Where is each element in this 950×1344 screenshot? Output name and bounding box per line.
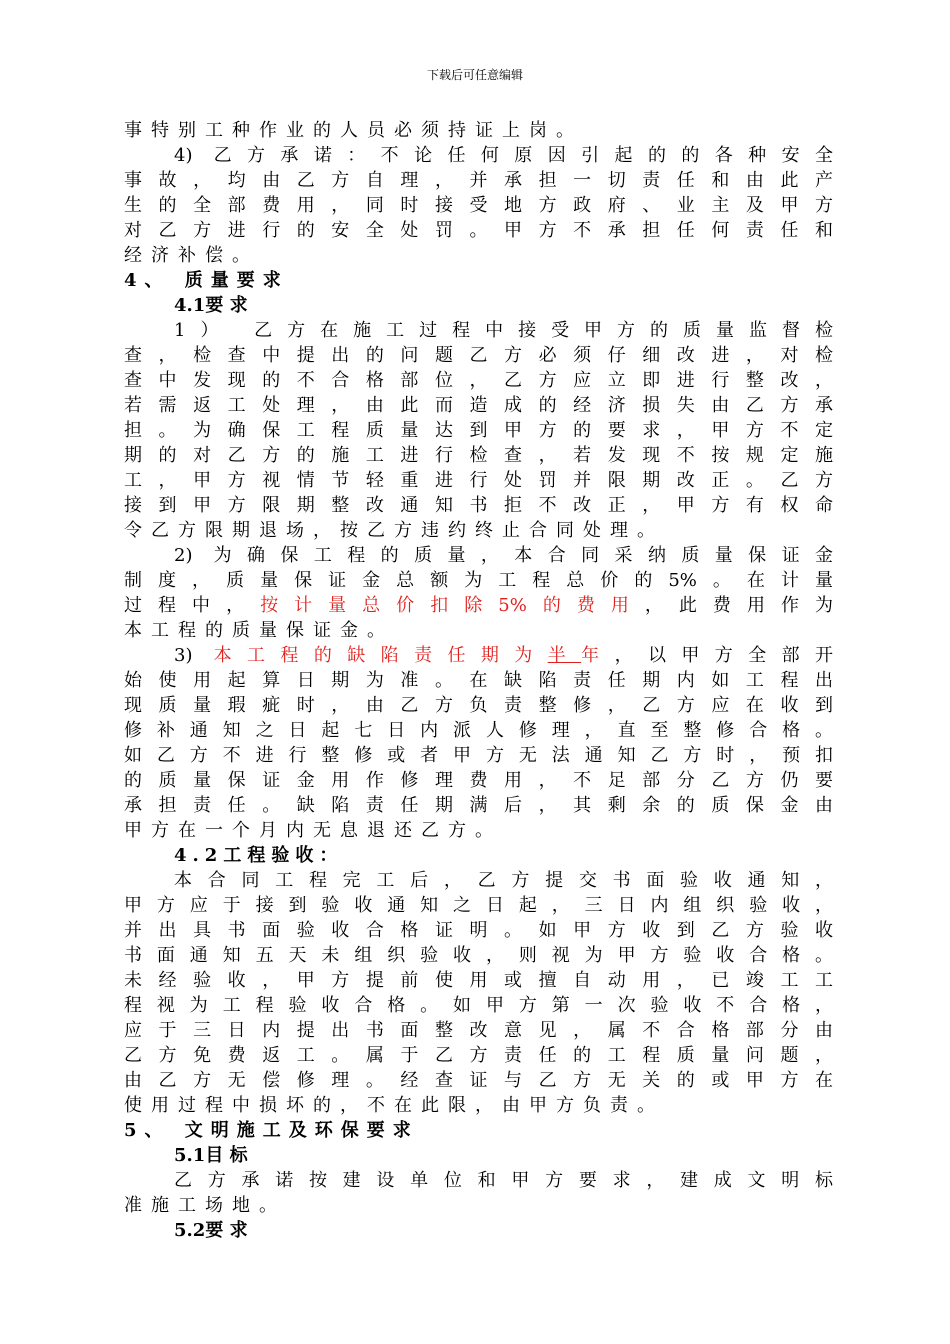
text-segment: 过程中， <box>124 595 261 616</box>
text-line: 担。为确保工程质量达到甲方的要求，甲方不定 <box>124 420 833 441</box>
text-line: 事故，均由乙方自理，并承担一切责任和由此产 <box>124 170 833 191</box>
section-heading: 4、 质量要求 <box>124 270 289 291</box>
subsection-heading: 5.1目 标 <box>174 1145 248 1166</box>
subsection-heading: 4.1要 求 <box>174 295 248 316</box>
text-line: 修补通知之日起七日内派人修理，直至整修合格。 <box>124 720 833 741</box>
highlighted-text: 年 <box>581 645 615 666</box>
text-line: 并出具书面验收合格证明。如甲方收到乙方验收 <box>124 920 833 941</box>
page-header: 下载后可任意编辑 <box>426 68 523 82</box>
text-line: 乙方免费返工。属于乙方责任的工程质量问题， <box>124 1045 833 1066</box>
text-line: 工，甲方视情节轻重进行处罚并限期改正。乙方 <box>124 470 833 491</box>
highlighted-text: 本工程的缺陷责任期为 <box>213 645 548 666</box>
text-line: 制度，质量保证金总额为工程总价的5%。在计量 <box>124 570 833 591</box>
text-line: 如乙方不进行整修或者甲方无法通知乙方时，预扣 <box>124 745 833 766</box>
text-segment: 3) <box>174 645 214 666</box>
text-segment: ，以甲方全部开 <box>614 645 834 666</box>
highlighted-text: 按计量总价扣除5%的费用 <box>260 595 645 616</box>
subsection-heading: 5.2要 求 <box>174 1220 248 1241</box>
text-line: 程视为工程验收合格。如甲方第一次验收不合格， <box>124 995 833 1016</box>
text-line: 准施工场地。 <box>124 1195 286 1216</box>
text-line <box>124 593 833 618</box>
subsection-heading: 4.2工程验收： <box>174 845 344 866</box>
text-line: 1） 乙方在施工过程中接受甲方的质量监督检 <box>174 320 833 341</box>
text-line: 期的对乙方的施工进行检查，若发现不按规定施 <box>124 445 833 466</box>
text-line: 始使用起算日期为准。在缺陷责任期内如工程出 <box>124 670 833 691</box>
text-segment: ，此费用作为 <box>644 595 833 616</box>
text-line: 本合同工程完工后，乙方提交书面验收通知， <box>174 870 833 891</box>
text-line: 2) 为确保工程的质量，本合同采纳质量保证金 <box>174 545 833 566</box>
section-heading: 5、 文明施工及环保要求 <box>124 1120 419 1141</box>
text-line <box>174 643 833 668</box>
text-line: 令乙方限期退场，按乙方违约终止合同处理。 <box>124 520 664 541</box>
text-line: 接到甲方限期整改通知书拒不改正，甲方有权命 <box>124 495 833 516</box>
text-line: 甲方应于接到验收通知之日起，三日内组织验收， <box>124 895 833 916</box>
text-line: 使用过程中损坏的，不在此限，由甲方负责。 <box>124 1095 664 1116</box>
text-line: 承担责任。缺陷责任期满后，其剩余的质保金由 <box>124 795 833 816</box>
text-line: 乙方承诺按建设单位和甲方要求，建成文明标 <box>174 1170 833 1191</box>
text-line: 现质量瑕疵时，由乙方负责整修，乙方应在收到 <box>124 695 833 716</box>
text-line: 查，检查中提出的问题乙方必须仔细改进，对检 <box>124 345 833 366</box>
text-line: 事特别工种作业的人员必须持证上岗。 <box>124 120 583 141</box>
text-line: 查中发现的不合格部位，乙方应立即进行整改， <box>124 370 833 391</box>
text-line: 应于三日内提出书面整改意见，属不合格部分由 <box>124 1020 833 1041</box>
text-line: 生的全部费用，同时接受地方政府、业主及甲方 <box>124 195 833 216</box>
text-line: 书面通知五天未组织验收，则视为甲方验收合格。 <box>124 945 833 966</box>
text-line: 由乙方无偿修理。经查证与乙方无关的或甲方在 <box>124 1070 833 1091</box>
text-line: 经济补偿。 <box>124 245 259 266</box>
text-line: 本工程的质量保证金。 <box>124 620 394 641</box>
highlighted-text-underlined: 半 <box>547 645 582 666</box>
text-line: 对乙方进行的安全处罚。甲方不承担任何责任和 <box>124 220 833 241</box>
text-line: 若需返工处理，由此而造成的经济损失由乙方承 <box>124 395 833 416</box>
text-line: 甲方在一个月内无息退还乙方。 <box>124 820 502 841</box>
text-line: 未经验收，甲方提前使用或擅自动用，已竣工工 <box>124 970 833 991</box>
text-line: 4) 乙方承诺：不论任何原因引起的的各种安全 <box>174 145 833 166</box>
text-line: 的质量保证金用作修理费用，不足部分乙方仍要 <box>124 770 833 791</box>
